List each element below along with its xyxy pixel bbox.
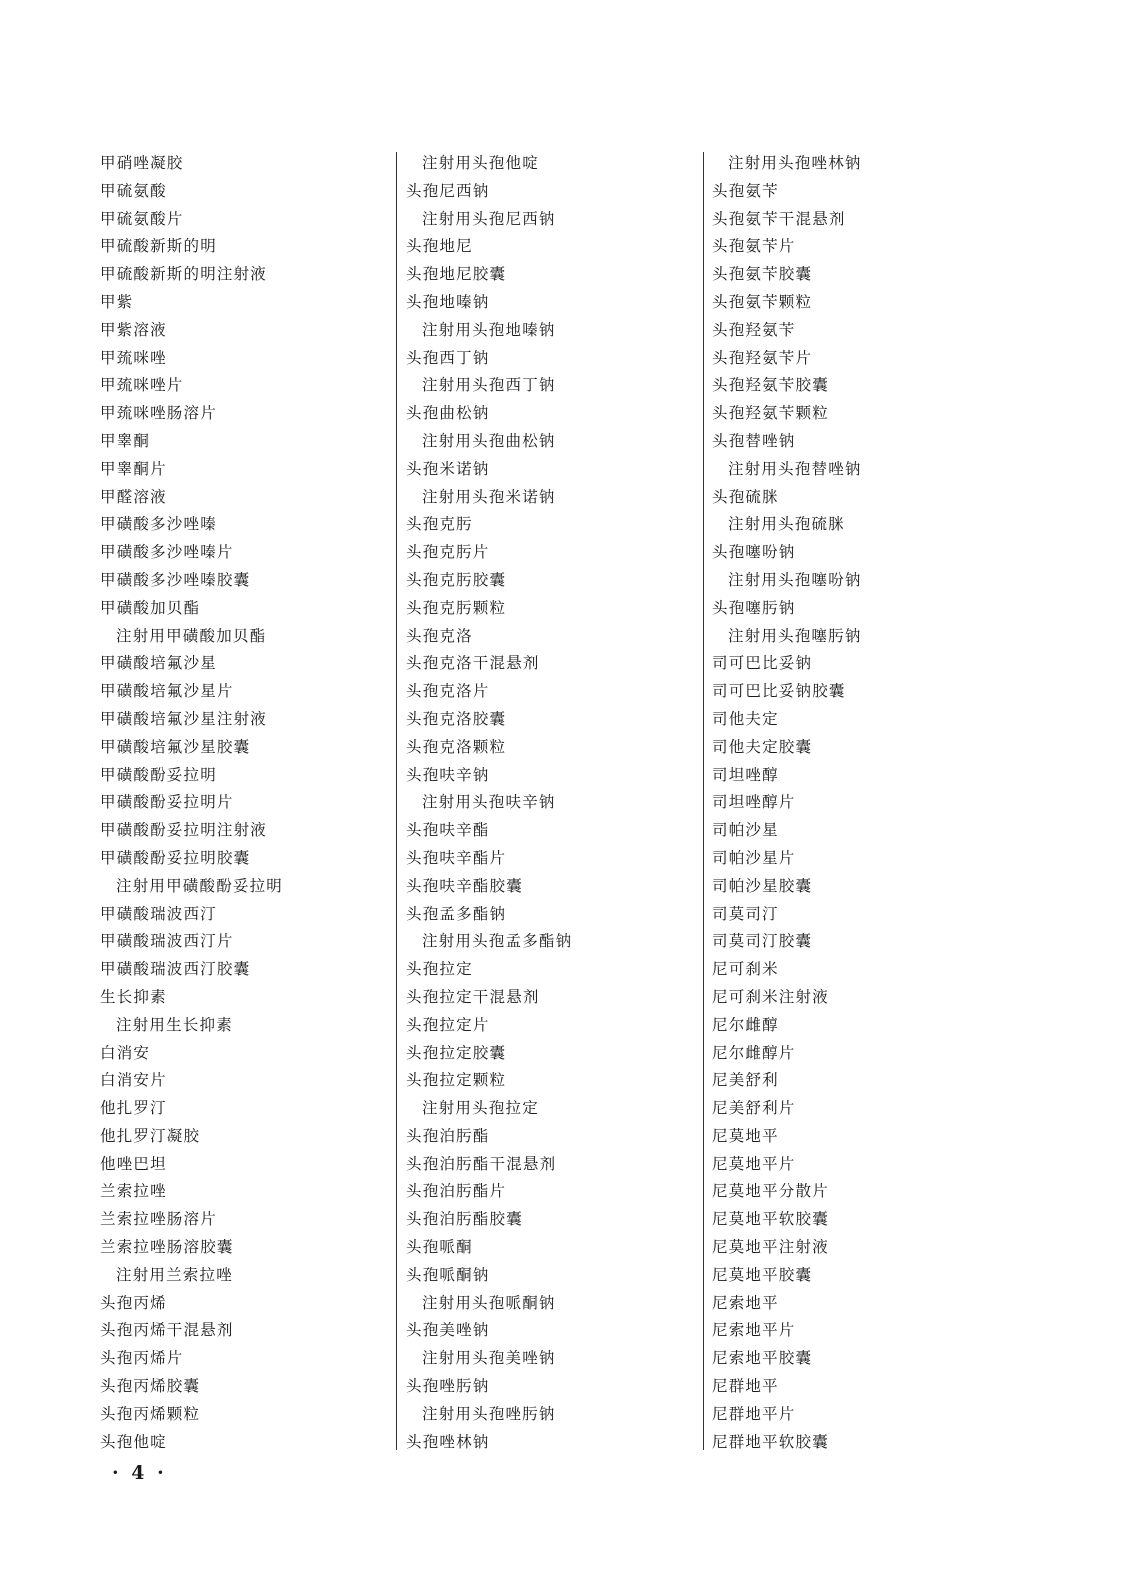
index-entry: 头孢拉定	[406, 960, 473, 979]
index-entry: 头孢西丁钠	[406, 348, 490, 367]
index-entry: 甲磺酸酚妥拉明片	[100, 793, 234, 812]
column-divider-2	[703, 152, 704, 1450]
column-divider-1	[396, 152, 397, 1450]
index-entry: 头孢丙烯片	[100, 1349, 184, 1368]
index-entry: 头孢羟氨苄胶囊	[712, 376, 829, 395]
index-entry: 头孢孟多酯钠	[406, 904, 507, 923]
index-entry: 甲磺酸培氟沙星注射液	[100, 709, 268, 728]
index-sub-entry: 注射用头孢替唑钠	[728, 459, 862, 478]
index-entry: 头孢地尼胶囊	[406, 265, 507, 284]
index-entry: 尼索地平胶囊	[712, 1349, 813, 1368]
index-entry: 司他夫定胶囊	[712, 737, 813, 756]
index-entry: 尼可刹米注射液	[712, 987, 829, 1006]
index-sub-entry: 注射用头孢哌酮钠	[422, 1293, 556, 1312]
index-entry: 甲紫	[100, 292, 134, 311]
index-entry: 头孢噻吩钠	[712, 543, 796, 562]
index-entry: 头孢克洛片	[406, 682, 490, 701]
index-entry: 他扎罗汀凝胶	[100, 1126, 201, 1145]
index-entry: 头孢拉定胶囊	[406, 1043, 507, 1062]
index-entry: 甲硫酸新斯的明	[100, 237, 217, 256]
index-sub-entry: 注射用头孢噻吩钠	[728, 570, 862, 589]
index-entry: 甲醛溶液	[100, 487, 167, 506]
index-entry: 头孢呋辛钠	[406, 765, 490, 784]
index-entry: 头孢拉定颗粒	[406, 1071, 507, 1090]
index-entry: 司可巴比妥钠胶囊	[712, 682, 846, 701]
index-sub-entry: 注射用头孢他啶	[422, 154, 539, 172]
page-number: · 4 ·	[112, 1462, 167, 1484]
index-entry: 甲磺酸酚妥拉明	[100, 765, 217, 784]
index-entry: 白消安	[100, 1043, 151, 1062]
index-sub-entry: 注射用头孢米诺钠	[422, 487, 556, 506]
index-entry: 头孢羟氨苄片	[712, 348, 813, 367]
index-entry: 甲磺酸酚妥拉明胶囊	[100, 848, 251, 867]
index-entry: 生长抑素	[100, 987, 167, 1006]
index-entry: 尼群地平片	[712, 1404, 796, 1423]
index-entry: 尼尔雌醇片	[712, 1043, 796, 1062]
index-entry: 头孢氨苄	[712, 181, 779, 200]
index-entry: 尼尔雌醇	[712, 1015, 779, 1034]
index-entry: 头孢氨苄胶囊	[712, 265, 813, 284]
index-entry: 头孢氨苄片	[712, 237, 796, 256]
index-entry: 头孢羟氨苄	[712, 320, 796, 339]
index-entry: 甲磺酸培氟沙星胶囊	[100, 737, 251, 756]
index-entry: 头孢泊肟酯片	[406, 1182, 507, 1201]
index-entry: 头孢噻肟钠	[712, 598, 796, 617]
index-sub-entry: 注射用甲磺酸加贝酯	[116, 626, 267, 645]
index-entry: 头孢泊肟酯胶囊	[406, 1210, 523, 1229]
index-entry: 甲巯咪唑肠溶片	[100, 404, 217, 423]
index-entry: 头孢克洛	[406, 626, 473, 645]
index-sub-entry: 注射用头孢孟多酯钠	[422, 932, 573, 951]
index-entry: 头孢美唑钠	[406, 1321, 490, 1340]
index-entry: 头孢克肟胶囊	[406, 570, 507, 589]
index-entry: 司莫司汀	[712, 904, 779, 923]
index-entry: 司坦唑醇片	[712, 793, 796, 812]
index-entry: 尼莫地平胶囊	[712, 1265, 813, 1284]
index-entry: 尼索地平片	[712, 1321, 796, 1340]
index-entry: 甲磺酸加贝酯	[100, 598, 201, 617]
index-entry: 甲磺酸多沙唑嗪胶囊	[100, 570, 251, 589]
index-entry: 甲巯咪唑	[100, 348, 167, 367]
index-entry: 头孢硫脒	[712, 487, 779, 506]
index-sub-entry: 注射用头孢呋辛钠	[422, 793, 556, 812]
index-entry: 司帕沙星片	[712, 848, 796, 867]
index-entry: 甲磺酸培氟沙星	[100, 654, 217, 673]
index-entry: 头孢丙烯颗粒	[100, 1404, 201, 1423]
index-entry: 他唑巴坦	[100, 1154, 167, 1173]
index-column-2	[406, 150, 696, 1456]
index-entry: 头孢替唑钠	[712, 431, 796, 450]
index-entry: 甲磺酸瑞波西汀	[100, 904, 217, 923]
index-entry: 尼群地平软胶囊	[712, 1432, 829, 1451]
index-entry: 头孢地嗪钠	[406, 292, 490, 311]
index-entry: 尼美舒利片	[712, 1099, 796, 1118]
index-entry: 头孢拉定干混悬剂	[406, 987, 540, 1006]
index-entry: 司可巴比妥钠	[712, 654, 813, 673]
index-entry: 甲磺酸多沙唑嗪	[100, 515, 217, 534]
index-entry: 白消安片	[100, 1071, 167, 1090]
index-entry: 甲硝唑凝胶	[100, 154, 184, 172]
index-entry: 头孢米诺钠	[406, 459, 490, 478]
index-entry: 头孢唑林钠	[406, 1432, 490, 1451]
index-entry: 头孢地尼	[406, 237, 473, 256]
index-sub-entry: 注射用头孢西丁钠	[422, 376, 556, 395]
index-entry: 头孢氨苄干混悬剂	[712, 209, 846, 228]
index-entry: 甲紫溶液	[100, 320, 167, 339]
index-entry: 头孢克肟	[406, 515, 473, 534]
index-entry: 头孢羟氨苄颗粒	[712, 404, 829, 423]
index-entry: 司坦唑醇	[712, 765, 779, 784]
index-entry: 头孢唑肟钠	[406, 1377, 490, 1396]
index-sub-entry: 注射用头孢噻肟钠	[728, 626, 862, 645]
index-entry: 甲磺酸瑞波西汀片	[100, 932, 234, 951]
index-entry: 甲磺酸酚妥拉明注射液	[100, 821, 268, 840]
index-entry: 头孢哌酮钠	[406, 1265, 490, 1284]
index-entry: 司他夫定	[712, 709, 779, 728]
index-entry: 甲硫氨酸	[100, 181, 167, 200]
index-entry: 甲睾酮	[100, 431, 151, 450]
index-entry: 头孢克洛颗粒	[406, 737, 507, 756]
index-sub-entry: 注射用头孢地嗪钠	[422, 320, 556, 339]
index-entry: 头孢克肟颗粒	[406, 598, 507, 617]
index-sub-entry: 注射用兰索拉唑	[116, 1265, 233, 1284]
index-entry: 尼群地平	[712, 1377, 779, 1396]
index-entry: 尼美舒利	[712, 1071, 779, 1090]
index-sub-entry: 注射用生长抑素	[116, 1015, 233, 1034]
index-entry: 甲磺酸瑞波西汀胶囊	[100, 960, 251, 979]
index-entry: 头孢克洛干混悬剂	[406, 654, 540, 673]
index-entry: 兰索拉唑肠溶片	[100, 1210, 217, 1229]
index-entry: 头孢拉定片	[406, 1015, 490, 1034]
index-sub-entry: 注射用头孢唑林钠	[728, 154, 862, 172]
index-entry: 头孢他啶	[100, 1432, 167, 1451]
index-entry: 他扎罗汀	[100, 1099, 167, 1118]
index-entry: 头孢丙烯干混悬剂	[100, 1321, 234, 1340]
index-entry: 甲硫酸新斯的明注射液	[100, 265, 268, 284]
index-entry: 甲睾酮片	[100, 459, 167, 478]
index-entry: 头孢克肟片	[406, 543, 490, 562]
index-column-1	[100, 150, 390, 1456]
index-entry: 兰索拉唑肠溶胶囊	[100, 1238, 234, 1257]
index-entry: 头孢丙烯胶囊	[100, 1377, 201, 1396]
index-entry: 头孢尼西钠	[406, 181, 490, 200]
index-entry: 甲磺酸培氟沙星片	[100, 682, 234, 701]
index-entry: 头孢呋辛酯胶囊	[406, 876, 523, 895]
index-sub-entry: 注射用头孢美唑钠	[422, 1349, 556, 1368]
index-entry: 甲硫氨酸片	[100, 209, 184, 228]
index-entry: 兰索拉唑	[100, 1182, 167, 1201]
index-entry: 头孢泊肟酯干混悬剂	[406, 1154, 557, 1173]
index-entry: 尼莫地平软胶囊	[712, 1210, 829, 1229]
index-entry: 头孢哌酮	[406, 1238, 473, 1257]
index-sub-entry: 注射用头孢唑肟钠	[422, 1404, 556, 1423]
index-sub-entry: 注射用甲磺酸酚妥拉明	[116, 876, 284, 895]
index-entry: 甲磺酸多沙唑嗪片	[100, 543, 234, 562]
index-entry: 头孢曲松钠	[406, 404, 490, 423]
index-entry: 司帕沙星	[712, 821, 779, 840]
index-entry: 尼莫地平	[712, 1126, 779, 1145]
index-entry: 头孢呋辛酯	[406, 821, 490, 840]
index-entry: 司帕沙星胶囊	[712, 876, 813, 895]
index-entry: 甲巯咪唑片	[100, 376, 184, 395]
index-entry: 尼索地平	[712, 1293, 779, 1312]
index-entry: 尼可刹米	[712, 960, 779, 979]
index-sub-entry: 注射用头孢硫脒	[728, 515, 845, 534]
index-entry: 尼莫地平片	[712, 1154, 796, 1173]
index-entry: 头孢丙烯	[100, 1293, 167, 1312]
index-entry: 尼莫地平注射液	[712, 1238, 829, 1257]
index-sub-entry: 注射用头孢曲松钠	[422, 431, 556, 450]
index-sub-entry: 注射用头孢尼西钠	[422, 209, 556, 228]
index-entry: 尼莫地平分散片	[712, 1182, 829, 1201]
index-entry: 头孢呋辛酯片	[406, 848, 507, 867]
index-entry: 头孢氨苄颗粒	[712, 292, 813, 311]
index-sub-entry: 注射用头孢拉定	[422, 1099, 539, 1118]
index-column-3	[712, 150, 1002, 1456]
index-entry: 头孢克洛胶囊	[406, 709, 507, 728]
index-entry: 头孢泊肟酯	[406, 1126, 490, 1145]
index-entry: 司莫司汀胶囊	[712, 932, 813, 951]
